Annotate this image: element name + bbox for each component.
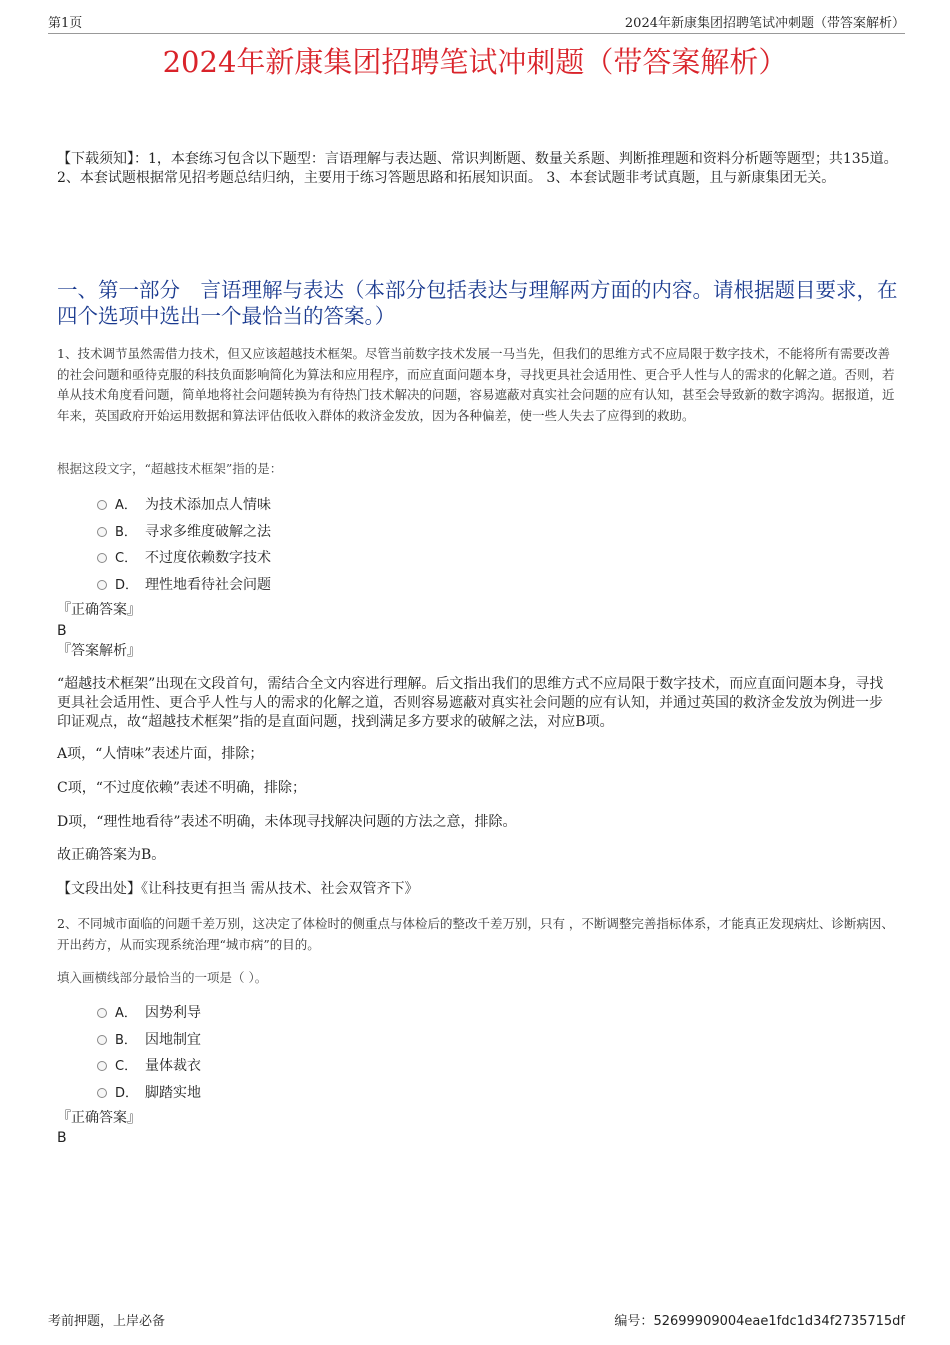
q1-option-c[interactable]: C． 不过度依赖数字技术 xyxy=(97,545,271,572)
q2-option-d[interactable]: D． 脚踏实地 xyxy=(97,1080,201,1107)
q1-options xyxy=(97,492,271,598)
radio-icon[interactable] xyxy=(97,1035,107,1045)
q2-option-a[interactable]: A． 因势利导 xyxy=(97,1000,201,1027)
q2-question: 填入画横线部分最恰当的一项是（ ）。 xyxy=(57,970,268,985)
section-title: 一、第一部分 言语理解与表达（本部分包括表达与理解两方面的内容。请根据题目要求，在四个选项中选出一个最恰当的答案。） xyxy=(57,278,898,328)
radio-icon[interactable] xyxy=(97,1008,107,1018)
footer-slogan: 考前押题，上岸必备 xyxy=(48,1314,166,1329)
q2-stem: 2、不同城市面临的问题千差万别，这决定了体检时的侧重点与体检后的整改千差万别，只有 ，不断调整完善指标体系，才能真正发现病灶、诊断病因、开出药方，从而实现系统治理“城市病”的目的。 xyxy=(57,916,894,952)
q1-source: 【文段出处】《让科技更有担当 需从技术、社会双管齐下》 xyxy=(57,881,419,897)
q1-stem: 1、技术调节虽然需借力技术，但又应该超越技术框架。尽管当前数字技术发展一马当先，但我们的思维方式不应局限于数字技术，不能将所有需要改善的社会问题和亟待克服的科技负面影响简化为算法和应用程序，而应直面问题本身，寻找更具社会适用性、更合乎人性与人的需求的化解之道。否则，若单从技术角度看问题，简单地将社会问题转换为有待热门技术解决的问题，容易遮蔽对真实社会问题的应有认知，甚至会导致新的数字鸿沟。据报道，近年来，英国政府开始运用数据和算法评估低收入群体的救济金发放，因为各种偏差，使一些人失去了应得到的救助。 xyxy=(57,346,895,423)
q2-answer: B xyxy=(57,1130,67,1146)
download-notice: 【下载须知】：1，本套练习包含以下题型：言语理解与表达题、常识判断题、数量关系题、判断推理题和资料分析题等题型；共135道。 2、本套试题根据常见招考题总结归纳，主要用于练习答题思路和拓展知识面。 3、本套试题非考试真题，且与新康集团无关。 xyxy=(57,151,898,186)
q1-a-note: A项，“人情味”表述片面，排除； xyxy=(57,746,264,762)
page-header xyxy=(48,14,905,34)
q1-c-note: C项，“不过度依赖”表述不明确，排除； xyxy=(57,780,307,796)
q1-conclusion: 故正确答案为B。 xyxy=(57,847,166,863)
q2-options xyxy=(97,1000,201,1106)
radio-icon[interactable] xyxy=(97,500,107,510)
radio-icon[interactable] xyxy=(97,553,107,563)
q1-option-d[interactable]: D． 理性地看待社会问题 xyxy=(97,572,271,599)
q1-answer-label: 『正确答案』 xyxy=(57,602,141,618)
q1-option-a[interactable]: A． 为技术添加点人情味 xyxy=(97,492,271,519)
radio-icon[interactable] xyxy=(97,1088,107,1098)
q1-option-b[interactable]: B． 寻求多维度破解之法 xyxy=(97,519,271,546)
footer-code-label: 编号： xyxy=(614,1314,654,1329)
q1-question: 根据这段文字，“超越技术框架”指的是： xyxy=(57,461,283,476)
page-number: 第1页 xyxy=(48,16,83,31)
q1-d-note: D项，“理性地看待”表述不明确，未体现寻找解决问题的方法之意，排除。 xyxy=(57,814,517,830)
q2-option-c[interactable]: C． 量体裁衣 xyxy=(97,1053,201,1080)
q1-analysis: “超越技术框架”出现在文段首句，需结合全文内容进行理解。后文指出我们的思维方式不应局限于数字技术，而应直面问题本身，寻找更具社会适用性、更合乎人性与人的需求的化解之道，否则容易遮蔽对真实社会问题的应有认知，并通过英国的救济金发放为例进一步印证观点，故“超越技术框架”指的是直面问题，找到满足多方要求的破解之法，对应B项。 xyxy=(57,676,884,730)
q2-option-b[interactable]: B． 因地制宜 xyxy=(97,1027,201,1054)
radio-icon[interactable] xyxy=(97,1061,107,1071)
q2-answer-label: 『正确答案』 xyxy=(57,1110,141,1126)
footer-code xyxy=(614,1314,905,1330)
q1-answer: B xyxy=(57,623,67,639)
radio-icon[interactable] xyxy=(97,580,107,590)
document-title: 2024年新康集团招聘笔试冲刺题（带答案解析） xyxy=(162,45,788,79)
footer-code-value: 52699909004eae1fdc1d34f2735715df xyxy=(653,1314,905,1329)
q1-analysis-label: 『答案解析』 xyxy=(57,643,141,659)
header-doc-title: 2024年新康集团招聘笔试冲刺题（带答案解析） xyxy=(624,16,905,31)
radio-icon[interactable] xyxy=(97,527,107,537)
